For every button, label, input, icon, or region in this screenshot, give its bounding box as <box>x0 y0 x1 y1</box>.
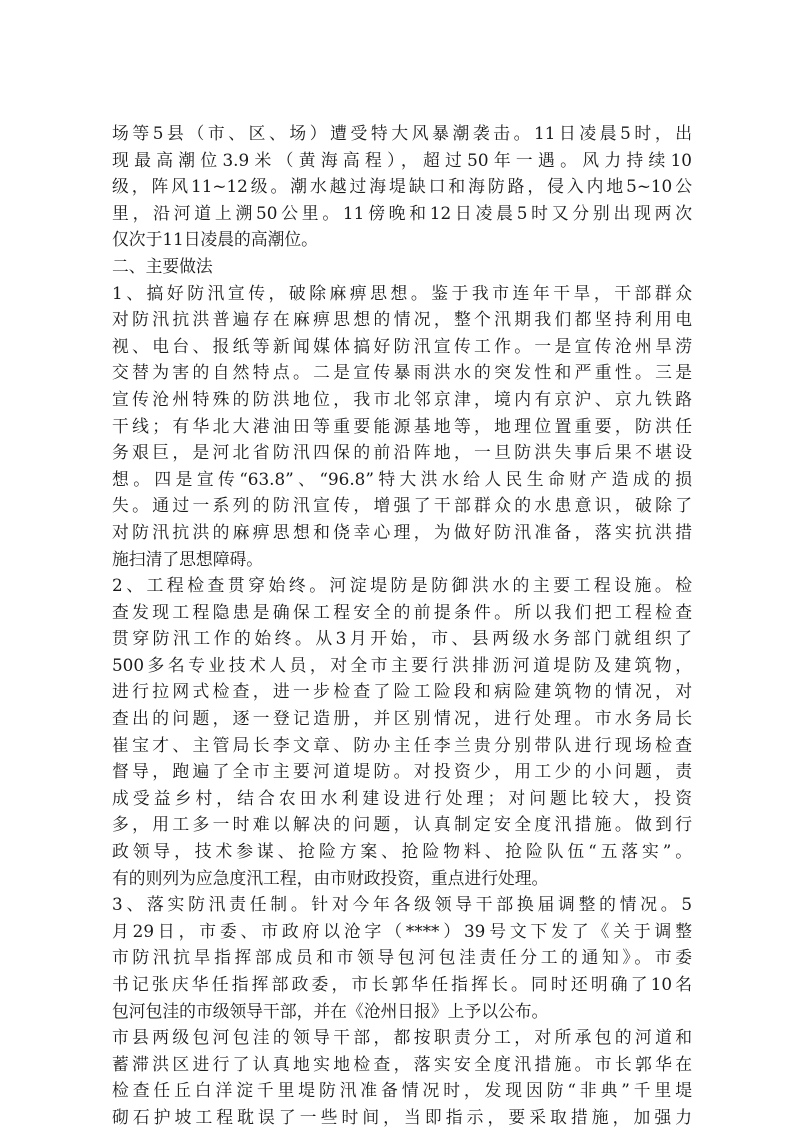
text-line: 政领导，技术参谋、抢险方案、抢险物料、抢险队伍“五落实”。 <box>112 841 692 862</box>
text-line: 3、落实防汛责任制。针对今年各级领导干部换届调整的情况。5 <box>112 894 692 915</box>
text-line: 市防汛抗旱指挥部成员和市领导包河包洼责任分工的通知》。市委 <box>112 947 692 968</box>
text-line: 查发现工程隐患是确保工程安全的前提条件。所以我们把工程检查 <box>112 601 692 622</box>
text-line: 2、工程检查贯穿始终。河淀堤防是防御洪水的主要工程设施。检 <box>112 575 692 596</box>
text-line: 崔宝才、主管局长李文章、防办主任李兰贵分别带队进行现场检查 <box>112 734 692 755</box>
text-line: 贯穿防汛工作的始终。从3月开始，市、县两级水务部门就组织了 <box>112 628 692 649</box>
text-line: 多，用工多一时难以解决的问题，认真制定安全度汛措施。做到行 <box>112 814 692 835</box>
text-line: 进行拉网式检查，进一步检查了险工险段和病险建筑物的情况，对 <box>112 681 692 702</box>
text-line: 交替为害的自然特点。二是宣传暴雨洪水的突发性和严重性。三是 <box>112 362 692 383</box>
text-line: 现最高潮位3.9米（黄海高程），超过50年一遇。风力持续10 <box>112 149 692 170</box>
document-page <box>112 120 692 1131</box>
text-line: 仅次于11日凌晨的高潮位。 <box>112 229 318 250</box>
text-line: 对防汛抗洪的麻痹思想和侥幸心理，为做好防汛准备，落实抗洪措 <box>112 521 692 542</box>
text-line: 成受益乡村，结合农田水利建设进行处理；对问题比较大，投资 <box>112 787 692 808</box>
section-heading: 二、主要做法 <box>112 255 213 276</box>
text-line: 视、电台、报纸等新闻媒体搞好防汛宣传工作。一是宣传沧州旱涝 <box>112 335 692 356</box>
text-line: 月29日，市委、市政府以沧字（****）39号文下发了《关于调整 <box>112 920 692 941</box>
text-line: 砌石护坡工程耽误了一些时间，当即指示，要采取措施，加强力 <box>112 1106 692 1127</box>
text-line: 500多名专业技术人员，对全市主要行洪排沥河道堤防及建筑物， <box>112 654 692 675</box>
text-line: 督导，跑遍了全市主要河道堤防。对投资少，用工少的小问题，责 <box>112 761 692 782</box>
text-line: 失。通过一系列的防汛宣传，增强了干部群众的水患意识，破除了 <box>112 495 692 516</box>
text-line: 干线；有华北大港油田等重要能源基地等，地理位置重要，防洪任 <box>112 415 692 436</box>
text-line: 级，阵风11~12级。潮水越过海堤缺口和海防路，侵入内地5~10公 <box>112 176 692 197</box>
text-line: 宣传沧州特殊的防洪地位，我市北邻京津，境内有京沪、京九铁路 <box>112 388 692 409</box>
text-line: 对防汛抗洪普遍存在麻痹思想的情况，整个汛期我们都坚持利用电 <box>112 309 692 330</box>
text-line: 务艰巨，是河北省防汛四保的前沿阵地，一旦防洪失事后果不堪设 <box>112 442 692 463</box>
text-line: 想。四是宣传“63.8”、“96.8”特大洪水给人民生命财产造成的损 <box>112 468 692 489</box>
text-line: 书记张庆华任指挥部政委，市长郭华任指挥长。同时还明确了10名 <box>112 974 692 994</box>
text-line: 包河包洼的市级领导干部，并在《沧州日报》上予以公布。 <box>112 1000 549 1021</box>
text-line: 市县两级包河包洼的领导干部，都按职责分工，对所承包的河道和 <box>112 1027 692 1048</box>
text-line: 场等5县（市、区、场）遭受特大风暴潮袭击。11日凌晨5时，出 <box>112 123 692 143</box>
text-line: 蓄滞洪区进行了认真地实地检查，落实安全度汛措施。市长郭华在 <box>112 1053 692 1074</box>
text-line: 检查任丘白洋淀千里堤防汛准备情况时，发现因防“非典”千里堤 <box>112 1080 692 1101</box>
text-line: 查出的问题，逐一登记造册，并区别情况，进行处理。市水务局长 <box>112 708 692 729</box>
text-line: 里，沿河道上溯50公里。11傍晚和12日凌晨5时又分别出现两次 <box>112 202 692 223</box>
text-line: 施扫清了思想障碍。 <box>112 548 264 569</box>
text-line: 1、搞好防汛宣传，破除麻痹思想。鉴于我市连年干旱，干部群众 <box>112 282 692 303</box>
text-line: 有的则列为应急度汛工程，由市财政投资，重点进行处理。 <box>112 867 549 888</box>
